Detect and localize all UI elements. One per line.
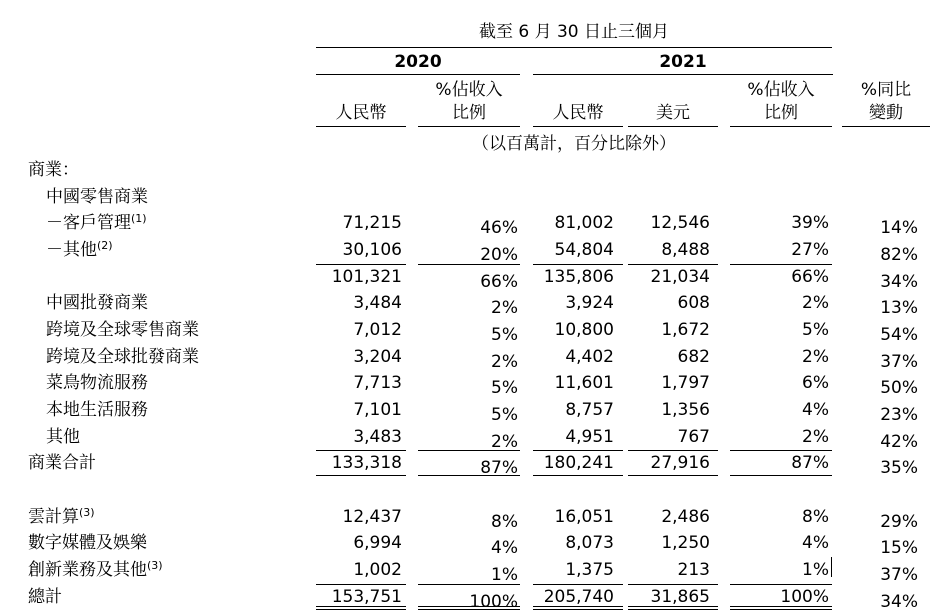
col-pct-2020-l2: 比例 bbox=[452, 103, 486, 123]
row-label: 創新業務及其他$^{(3)}$ bbox=[28, 559, 163, 580]
row-label: 其他 bbox=[46, 427, 80, 447]
table-cell: 213 bbox=[677, 560, 710, 580]
table-cell: 6% bbox=[802, 373, 829, 393]
row-label: 本地生活服務 bbox=[46, 400, 148, 420]
table-cell: 4,951 bbox=[565, 427, 614, 447]
rule-period bbox=[316, 47, 832, 48]
subtotal-rule bbox=[533, 475, 623, 476]
table-cell: 54% bbox=[880, 325, 918, 345]
footnote-marker: (3) bbox=[79, 506, 95, 519]
subtotal-rule bbox=[533, 584, 623, 585]
row-label: 中國零售商業 bbox=[46, 187, 148, 207]
table-cell: 87% bbox=[791, 453, 829, 473]
table-cell: 133,318 bbox=[331, 453, 402, 473]
row-label: 數字媒體及娛樂 bbox=[28, 533, 147, 553]
subtotal-rule bbox=[533, 450, 623, 451]
table-cell: 1,356 bbox=[661, 400, 710, 420]
table-cell: 54,804 bbox=[554, 240, 614, 260]
row-label: 菜鳥物流服務 bbox=[46, 373, 148, 393]
table-cell: 50% bbox=[880, 378, 918, 398]
table-cell: 21,034 bbox=[650, 267, 710, 287]
subtotal-rule bbox=[316, 264, 406, 265]
subtotal-rule bbox=[316, 450, 406, 451]
subtotal-rule bbox=[730, 450, 832, 451]
table-cell: 6,994 bbox=[353, 533, 402, 553]
subtotal-rule bbox=[316, 584, 406, 585]
table-cell: 3,483 bbox=[353, 427, 402, 447]
table-cell: 1,797 bbox=[661, 373, 710, 393]
table-cell: 87% bbox=[480, 458, 518, 478]
table-cell: 20% bbox=[480, 245, 518, 265]
row-label: －其他$^{(2)}$ bbox=[46, 239, 113, 260]
table-cell: 66% bbox=[480, 272, 518, 292]
table-cell: 8,757 bbox=[565, 400, 614, 420]
table-cell: 205,740 bbox=[543, 587, 614, 607]
table-cell: 2% bbox=[491, 432, 518, 452]
table-cell: 35% bbox=[880, 458, 918, 478]
row-label: 商業： bbox=[28, 160, 79, 180]
table-cell: 4% bbox=[802, 533, 829, 553]
table-cell: 4,402 bbox=[565, 347, 614, 367]
table-cell: 82% bbox=[880, 245, 918, 265]
period-header: 截至 6 月 30 日止三個月 bbox=[478, 22, 670, 42]
table-cell: 7,101 bbox=[353, 400, 402, 420]
double-rule bbox=[533, 606, 623, 610]
table-cell: 2,486 bbox=[661, 507, 710, 527]
subtotal-rule bbox=[418, 450, 520, 451]
table-cell: 153,751 bbox=[331, 587, 402, 607]
table-cell: 2% bbox=[802, 427, 829, 447]
year-2021-header: 2021 bbox=[659, 52, 707, 72]
rule-col bbox=[316, 126, 406, 127]
row-label: 雲計算$^{(3)}$ bbox=[28, 506, 95, 527]
subtotal-rule bbox=[418, 475, 520, 476]
table-cell: 101,321 bbox=[331, 267, 402, 287]
table-cell: 42% bbox=[880, 432, 918, 452]
table-cell: 4% bbox=[802, 400, 829, 420]
table-cell: 39% bbox=[791, 213, 829, 233]
table-cell: 5% bbox=[802, 320, 829, 340]
table-cell: 3,924 bbox=[565, 293, 614, 313]
subtotal-rule bbox=[418, 264, 520, 265]
rule-col bbox=[533, 126, 623, 127]
row-label: 商業合計 bbox=[28, 453, 96, 473]
table-cell: 34% bbox=[880, 592, 918, 612]
table-cell: 12,546 bbox=[650, 213, 710, 233]
table-cell: 14% bbox=[880, 218, 918, 238]
table-cell: 12,437 bbox=[342, 507, 402, 527]
col-yoy-l1: %同比 bbox=[860, 80, 912, 100]
table-cell: 608 bbox=[677, 293, 710, 313]
table-cell: 3,204 bbox=[353, 347, 402, 367]
rule-col bbox=[418, 126, 520, 127]
table-cell: 8% bbox=[802, 507, 829, 527]
row-label: 跨境及全球批發商業 bbox=[46, 347, 199, 367]
table-cell: 16,051 bbox=[554, 507, 614, 527]
subtotal-rule bbox=[316, 475, 406, 476]
table-cell: 1% bbox=[491, 565, 518, 585]
double-rule bbox=[628, 606, 718, 610]
table-cell: 1% bbox=[802, 560, 829, 580]
table-cell: 8,073 bbox=[565, 533, 614, 553]
rule-year-2021 bbox=[533, 74, 833, 75]
row-label: 跨境及全球零售商業 bbox=[46, 320, 199, 340]
table-cell: 46% bbox=[480, 218, 518, 238]
table-cell: 682 bbox=[677, 347, 710, 367]
subtotal-rule bbox=[628, 584, 718, 585]
subtotal-rule bbox=[730, 264, 832, 265]
double-rule bbox=[730, 606, 832, 610]
row-label: 總計 bbox=[28, 587, 62, 607]
table-cell: 100% bbox=[469, 592, 518, 612]
table-cell: 34% bbox=[880, 272, 918, 292]
table-cell: 135,806 bbox=[543, 267, 614, 287]
subtotal-rule bbox=[628, 264, 718, 265]
col-yoy-l2: 變動 bbox=[869, 103, 903, 123]
col-rmb-2021: 人民幣 bbox=[552, 103, 604, 123]
table-cell: 1,672 bbox=[661, 320, 710, 340]
double-rule bbox=[418, 606, 520, 610]
col-pct-2021-l2: 比例 bbox=[764, 103, 798, 123]
table-cell: 31,865 bbox=[650, 587, 710, 607]
table-cell: 8% bbox=[491, 512, 518, 532]
table-cell: 30,106 bbox=[342, 240, 402, 260]
footnote-marker: (1) bbox=[131, 212, 147, 225]
table-cell: 37% bbox=[880, 565, 918, 585]
col-rmb-2020: 人民幣 bbox=[335, 103, 387, 123]
table-cell: 8,488 bbox=[661, 240, 710, 260]
table-cell: 3,484 bbox=[353, 293, 402, 313]
subtotal-rule bbox=[533, 264, 623, 265]
table-cell: 81,002 bbox=[554, 213, 614, 233]
subtotal-rule bbox=[628, 450, 718, 451]
col-pct-2020-l1: %佔收入 bbox=[435, 80, 503, 100]
table-cell: 11,601 bbox=[554, 373, 614, 393]
col-pct-2021-l1: %佔收入 bbox=[747, 80, 815, 100]
unit-note: （以百萬計，百分比除外） bbox=[472, 134, 676, 154]
table-cell: 7,012 bbox=[353, 320, 402, 340]
table-cell: 66% bbox=[791, 267, 829, 287]
table-cell: 1,002 bbox=[353, 560, 402, 580]
table-cell: 71,215 bbox=[342, 213, 402, 233]
rule-col bbox=[730, 126, 832, 127]
table-cell: 7,713 bbox=[353, 373, 402, 393]
subtotal-rule bbox=[418, 584, 520, 585]
table-cell: 2% bbox=[491, 298, 518, 318]
double-rule bbox=[316, 606, 406, 610]
vertical-rule bbox=[831, 557, 832, 577]
table-cell: 2% bbox=[802, 293, 829, 313]
table-cell: 5% bbox=[491, 325, 518, 345]
table-cell: 1,250 bbox=[661, 533, 710, 553]
table-cell: 100% bbox=[780, 587, 829, 607]
subtotal-rule bbox=[730, 584, 832, 585]
table-cell: 2% bbox=[491, 352, 518, 372]
table-cell: 5% bbox=[491, 405, 518, 425]
footnote-marker: (2) bbox=[97, 239, 113, 252]
rule-col bbox=[842, 126, 930, 127]
table-cell: 23% bbox=[880, 405, 918, 425]
table-cell: 15% bbox=[880, 538, 918, 558]
rule-col bbox=[628, 126, 718, 127]
row-label: －客戶管理$^{(1)}$ bbox=[46, 212, 147, 233]
year-2020-header: 2020 bbox=[394, 52, 442, 72]
table-cell: 13% bbox=[880, 298, 918, 318]
table-cell: 4% bbox=[491, 538, 518, 558]
table-cell: 1,375 bbox=[565, 560, 614, 580]
table-cell: 767 bbox=[677, 427, 710, 447]
table-cell: 10,800 bbox=[554, 320, 614, 340]
footnote-marker: (3) bbox=[147, 559, 163, 572]
subtotal-rule bbox=[730, 475, 832, 476]
col-usd-2021: 美元 bbox=[656, 103, 690, 123]
table-cell: 27% bbox=[791, 240, 829, 260]
subtotal-rule bbox=[628, 475, 718, 476]
rule-year-2020 bbox=[316, 74, 520, 75]
table-cell: 27,916 bbox=[650, 453, 710, 473]
table-cell: 37% bbox=[880, 352, 918, 372]
row-label: 中國批發商業 bbox=[46, 293, 148, 313]
table-cell: 5% bbox=[491, 378, 518, 398]
table-cell: 2% bbox=[802, 347, 829, 367]
table-cell: 180,241 bbox=[543, 453, 614, 473]
table-cell: 29% bbox=[880, 512, 918, 532]
